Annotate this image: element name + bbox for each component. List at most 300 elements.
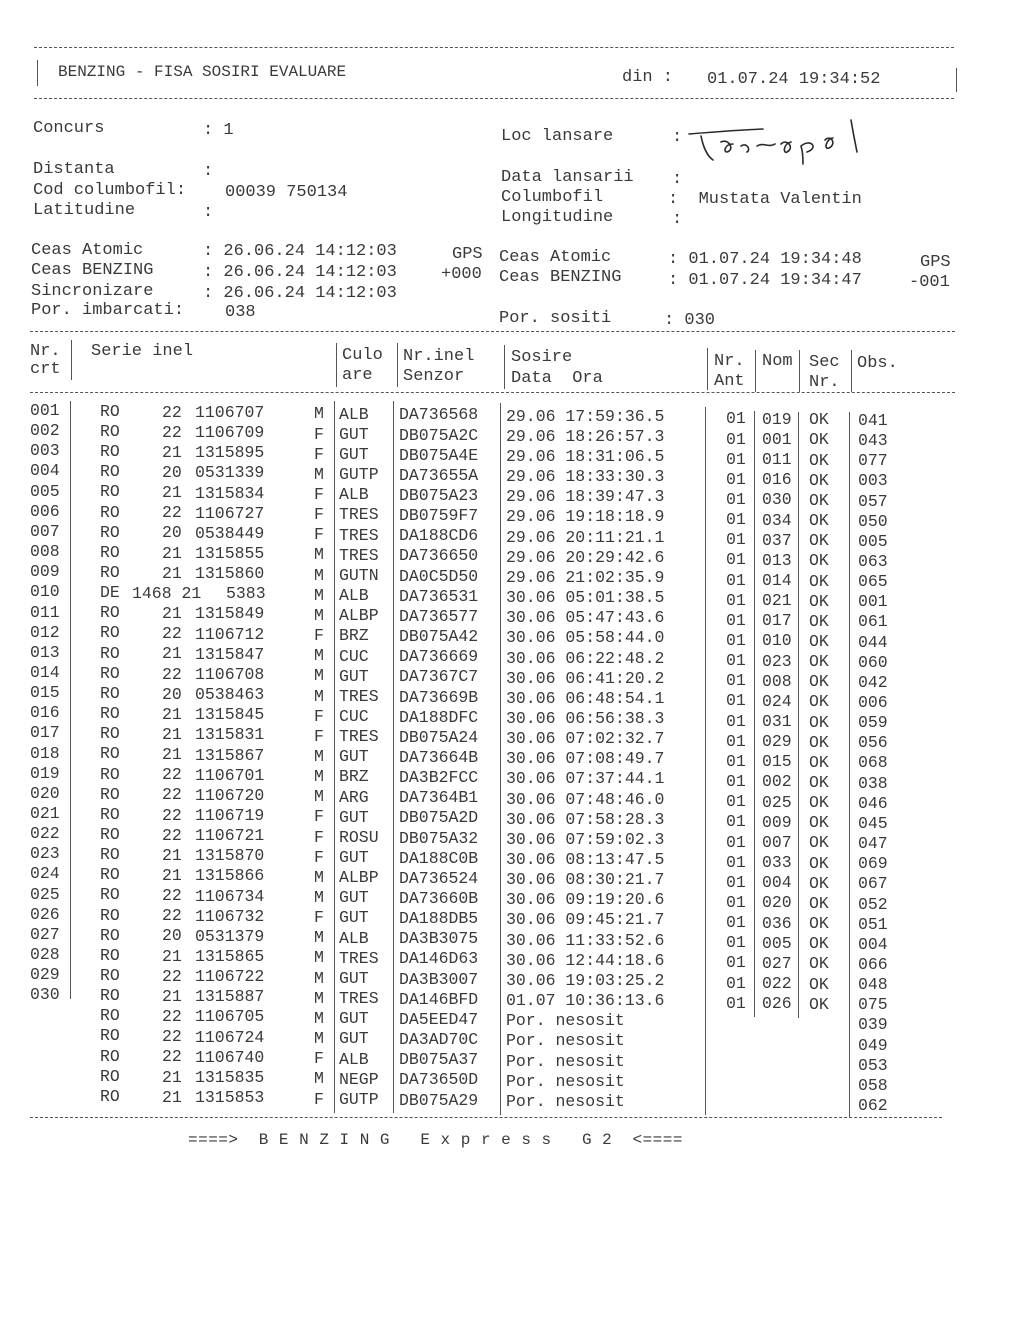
header-nr-top: Nr. (30, 342, 61, 361)
table-top-border (30, 331, 955, 332)
cell-nom: 005 (762, 933, 792, 953)
cell-nom: 033 (762, 853, 792, 873)
cell-sex: F (314, 706, 324, 726)
cell-nr: 027 (30, 924, 60, 944)
cell-nom: 037 (762, 530, 792, 550)
cell-cul: GUT (339, 424, 369, 444)
cell-inel: 1315847 (195, 644, 265, 664)
cell-inel: 0538449 (195, 523, 265, 543)
cell-an: 22 (162, 765, 182, 785)
cell-tara: RO (100, 462, 120, 482)
cell-an: 1468 21 (132, 583, 202, 603)
cell-inel: 1315895 (195, 443, 265, 463)
cell-obs: 048 (858, 975, 888, 995)
header-sec-bottom: Nr. (809, 373, 840, 392)
cell-nom: 034 (762, 510, 792, 530)
cell-ant: 01 (726, 711, 746, 731)
col-line-senzor (504, 345, 505, 389)
cell-cul: TRES (339, 686, 379, 706)
cell-tara: RO (100, 623, 120, 643)
cell-obs: 050 (858, 511, 888, 531)
clock-left-1-label: Ceas Atomic (31, 241, 144, 260)
cell-sex: M (314, 585, 324, 605)
col-line-nr-body (70, 401, 71, 999)
cell-inel: 1315887 (195, 987, 265, 1007)
cell-inel: 1315849 (195, 604, 265, 624)
cell-cul: TRES (339, 727, 379, 747)
cell-senzor: DA188C0B (399, 848, 479, 868)
cell-obs: 069 (858, 854, 888, 874)
col-line-sosire-body (705, 407, 706, 1115)
cell-sex: F (314, 1089, 324, 1109)
cell-an: 22 (162, 624, 182, 644)
cell-inel: 1106705 (195, 1007, 265, 1027)
cell-tara: RO (100, 482, 120, 502)
cell-obs: 005 (858, 531, 888, 551)
cell-sosire: 30.06 06:48:54.1 (506, 688, 665, 708)
cell-tara: RO (100, 421, 120, 441)
cell-nr: 001 (30, 401, 60, 420)
cell-inel: 1106740 (195, 1047, 265, 1067)
cell-sex: F (314, 485, 324, 504)
cell-obs: 056 (858, 733, 888, 753)
cell-nr: 017 (30, 723, 60, 743)
cell-ant: 01 (726, 973, 746, 993)
cell-nom: 004 (762, 873, 792, 893)
cell-inel: 1106727 (195, 503, 265, 523)
cell-senzor: DA7364B1 (399, 788, 479, 808)
columbofil-label: Columbofil (501, 188, 604, 207)
cell-ant: 01 (726, 852, 746, 872)
cell-sex: F (314, 505, 324, 525)
cell-sex: M (314, 988, 324, 1008)
concurs-value: : 1 (203, 121, 234, 140)
cell-sosire: 30.06 05:58:44.0 (506, 628, 665, 648)
cell-cul: GUTP (339, 465, 379, 485)
cell-ant: 01 (726, 610, 746, 630)
cell-sosire: 30.06 08:13:47.5 (506, 850, 665, 869)
cell-an: 20 (162, 463, 182, 483)
header-left-bar (37, 60, 38, 86)
cell-obs: 053 (858, 1055, 888, 1075)
cell-cul: ALB (339, 404, 369, 424)
cell-senzor: DB0759F7 (399, 506, 479, 526)
cell-ant: 01 (726, 933, 746, 953)
cell-sec: OK (809, 611, 829, 631)
cell-tara: RO (100, 986, 120, 1006)
cell-tara: RO (100, 764, 120, 784)
cell-obs: 038 (858, 773, 888, 793)
cell-an: 22 (162, 503, 182, 523)
cell-senzor: DA146D63 (399, 949, 479, 969)
cell-ant: 01 (726, 731, 746, 751)
cell-tara: RO (100, 663, 120, 683)
cell-ant: 01 (726, 993, 746, 1013)
cell-tara: RO (100, 522, 120, 542)
cell-sosire: 30.06 07:59:02.3 (506, 829, 665, 849)
cell-nr: 010 (30, 582, 60, 602)
cell-cul: GUT (339, 848, 369, 867)
cell-nom: 027 (762, 953, 792, 973)
cell-inel: 0531339 (195, 463, 265, 483)
cell-ant: 01 (726, 913, 746, 933)
cell-sex: M (314, 565, 324, 585)
cell-sex: F (314, 726, 324, 746)
cell-senzor: DA73669B (399, 687, 479, 707)
col-line-ant-body (754, 411, 755, 1017)
header-right-bar (956, 68, 957, 92)
header-nr-bottom: crt (30, 360, 61, 379)
cell-tara: RO (100, 1006, 120, 1026)
cell-inel: 1106734 (195, 886, 265, 906)
cell-inel: 1106719 (195, 805, 265, 825)
cell-sex: F (314, 444, 324, 464)
por-imbarcati-value: 038 (225, 303, 256, 322)
cell-cul: NEGP (339, 1069, 379, 1089)
cell-sex: F (314, 847, 324, 867)
cell-an: 22 (162, 1047, 182, 1067)
cell-senzor: DB075A2D (399, 808, 479, 828)
cell-inel: 1106722 (195, 967, 265, 987)
cell-nr: 013 (30, 642, 60, 662)
cell-nr: 005 (30, 481, 60, 501)
cell-an: 21 (162, 644, 182, 664)
cell-an: 21 (162, 986, 182, 1006)
clock-right-1-suffix: GPS (920, 253, 951, 272)
cell-tara: RO (100, 824, 120, 844)
loc-lansare-value: : (672, 128, 683, 147)
cell-tara: RO (100, 643, 120, 663)
cell-senzor: DA736524 (399, 868, 479, 888)
cell-an: 21 (162, 745, 182, 765)
data-lansarii-value: : (672, 170, 683, 189)
page-title: BENZING - FISA SOSIRI EVALUARE (58, 63, 347, 81)
cell-obs: 067 (858, 874, 888, 894)
cell-inel: 1106709 (195, 423, 265, 443)
header-sosire-bottom: Data Ora (511, 369, 603, 388)
cell-ant: 01 (726, 550, 746, 570)
cell-sec: OK (809, 410, 829, 430)
cell-inel: 1315867 (195, 745, 265, 765)
por-sositi-value: : 030 (664, 311, 716, 330)
cell-an: 22 (162, 805, 182, 825)
cell-ant: 01 (726, 510, 746, 530)
distanta-label: Distanta (33, 160, 115, 179)
cell-an: 21 (162, 724, 182, 744)
cell-obs: 059 (858, 713, 888, 733)
cell-an: 22 (162, 785, 182, 805)
cell-nr: 011 (30, 602, 60, 622)
cell-cul: GUTP (339, 1089, 379, 1109)
cell-ant: 01 (726, 570, 746, 590)
cell-nr: 014 (30, 662, 60, 682)
cell-sex: M (314, 787, 324, 807)
cell-obs: 075 (858, 995, 888, 1015)
cell-ant: 01 (726, 832, 746, 852)
cell-obs: 061 (858, 612, 888, 632)
cell-cul: ALBP (339, 606, 379, 626)
cell-sex: F (314, 827, 324, 847)
cell-nom: 031 (762, 712, 792, 732)
cell-nr: 024 (30, 864, 60, 884)
cell-tara: RO (100, 804, 120, 824)
cell-sosire: 30.06 06:22:48.2 (506, 648, 665, 668)
cell-ant: 01 (726, 590, 746, 610)
cell-tara: RO (100, 683, 120, 703)
cell-nr: 028 (30, 945, 60, 965)
cell-sex: M (314, 948, 324, 968)
latitudine-label: Latitudine (33, 201, 136, 220)
cell-senzor: DA188DFC (399, 707, 479, 727)
col-line-ant (755, 350, 756, 392)
cell-sex: M (314, 928, 324, 948)
cell-inel: 1315831 (195, 725, 265, 745)
cell-nr: 012 (30, 622, 60, 642)
cell-sosire: 30.06 07:37:44.1 (506, 769, 665, 789)
cell-obs: 077 (858, 451, 888, 471)
cell-sec: OK (809, 994, 829, 1014)
cell-nom: 021 (762, 591, 792, 611)
cell-sec: OK (809, 732, 829, 752)
cell-nom: 013 (762, 550, 792, 570)
date-label: din : (622, 68, 674, 87)
cell-nom: 014 (762, 570, 792, 590)
clock-left-1-value: : 26.06.24 14:12:03 (203, 242, 397, 261)
cell-senzor: DB075A2C (399, 425, 479, 445)
cell-sosire: 30.06 12:44:18.6 (506, 950, 665, 970)
cell-sec: OK (809, 773, 829, 793)
cell-an: 21 (162, 946, 182, 966)
cell-obs: 047 (858, 834, 888, 854)
cell-cul: GUT (339, 807, 369, 827)
header-sec-top: Sec (809, 353, 840, 372)
cell-nom: 036 (762, 913, 792, 933)
cell-nr: 004 (30, 461, 60, 481)
date-value: 01.07.24 19:34:52 (707, 70, 881, 89)
col-line-sec (851, 350, 852, 392)
cell-senzor: DA736531 (399, 586, 479, 606)
cell-senzor: DB075A32 (399, 828, 479, 848)
cell-ant: 01 (726, 651, 746, 671)
cell-tara: RO (100, 401, 120, 421)
cell-nr: 003 (30, 441, 60, 461)
cell-sosire: 29.06 18:39:47.3 (506, 487, 665, 507)
cell-sex: M (314, 646, 324, 666)
cell-senzor: DA73660B (399, 889, 479, 909)
cell-tara: RO (100, 885, 120, 905)
col-line-nom (799, 350, 800, 392)
cell-obs: 060 (858, 652, 888, 672)
cell-tara: RO (100, 542, 120, 562)
cod-value: 00039 750134 (225, 183, 348, 202)
cell-sec: OK (809, 450, 829, 470)
cell-senzor: DB075A23 (399, 486, 479, 506)
cell-sosire: 30.06 11:33:52.6 (506, 930, 665, 950)
cell-sec: OK (809, 873, 829, 893)
cell-sec: OK (809, 490, 829, 510)
col-line-serie-body (334, 401, 335, 1113)
cell-sex: F (314, 807, 324, 827)
cell-ant: 01 (726, 409, 746, 429)
cell-tara: RO (100, 563, 120, 583)
header-serie-inel: Serie inel (91, 342, 194, 361)
cell-nom: 008 (762, 671, 792, 691)
cell-tara: RO (100, 724, 120, 744)
clock-right-1-label: Ceas Atomic (499, 248, 612, 267)
clock-right-2-suffix: -001 (909, 273, 950, 292)
cell-sec: OK (809, 793, 829, 813)
cell-sec: OK (809, 571, 829, 591)
cell-inel: 1106712 (195, 624, 265, 644)
cell-nr: 016 (30, 703, 60, 723)
col-line-nom-body (798, 412, 799, 1018)
por-imbarcati-label: Por. imbarcati: (31, 301, 185, 320)
cell-nr: 026 (30, 904, 60, 924)
cell-nr: 023 (30, 844, 60, 864)
cell-tara: RO (100, 1046, 120, 1066)
cell-nom: 025 (762, 792, 792, 812)
longitudine-value: : (672, 210, 683, 229)
cell-an: 21 (162, 442, 182, 462)
cell-sex: M (314, 1008, 324, 1028)
cell-sec: OK (809, 511, 829, 531)
cell-senzor: DA188DB5 (399, 909, 479, 929)
cell-nr: 021 (30, 804, 60, 823)
cell-nom: 010 (762, 631, 792, 651)
cell-an: 20 (162, 523, 182, 543)
cell-cul: GUT (339, 888, 369, 908)
header-culoare-bottom: are (342, 366, 373, 385)
cell-tara: RO (100, 905, 120, 925)
cell-cul: GUT (339, 747, 369, 767)
cell-obs: 066 (858, 954, 888, 974)
cell-senzor: DA3B3075 (399, 929, 479, 949)
cell-an: 21 (162, 563, 182, 583)
cell-ant: 01 (726, 489, 746, 509)
cell-senzor: DB075A42 (399, 627, 479, 647)
cell-obs: 043 (858, 431, 888, 451)
cell-sosire: 29.06 18:26:57.3 (506, 426, 665, 446)
cell-sex: M (314, 746, 324, 766)
cell-inel: 0531379 (195, 926, 265, 946)
cell-nr: 019 (30, 763, 60, 783)
cell-sosire: 30.06 07:02:32.7 (506, 729, 665, 749)
cell-inel: 1106724 (195, 1027, 265, 1047)
longitudine-label: Longitudine (501, 208, 614, 227)
cell-sosire: Por. nesosit (506, 1071, 625, 1091)
cell-tara: DE (100, 583, 120, 603)
cell-inel: 1106701 (195, 765, 265, 785)
cell-sosire: 29.06 20:11:21.1 (506, 527, 665, 547)
clock-right-2-label: Ceas BENZING (499, 268, 622, 287)
cell-inel: 1315853 (195, 1088, 265, 1108)
concurs-label: Concurs (33, 119, 105, 138)
cell-sosire: 30.06 09:19:20.6 (506, 890, 665, 910)
cell-cul: ROSU (339, 827, 379, 847)
cell-inel: 0538463 (195, 685, 265, 705)
cell-nr: 009 (30, 562, 60, 582)
col-line-sec-body (849, 412, 850, 1118)
cell-an: 22 (162, 886, 182, 906)
cell-tara: RO (100, 966, 120, 986)
cell-sex: F (314, 525, 324, 545)
cell-sosire: 30.06 05:47:43.6 (506, 608, 665, 628)
cell-cul: TRES (339, 505, 379, 525)
cell-obs: 049 (858, 1035, 888, 1055)
cell-nom: 030 (762, 490, 792, 510)
cell-cul: ALB (339, 586, 369, 606)
cell-senzor: DB075A37 (399, 1050, 479, 1070)
cell-sex: M (314, 686, 324, 706)
cell-cul: TRES (339, 525, 379, 545)
cell-obs: 041 (858, 410, 888, 430)
cell-senzor: DB075A4E (399, 445, 479, 465)
cell-nom: 011 (762, 450, 792, 470)
columbofil-value: : Mustata Valentin (668, 190, 862, 209)
cell-obs: 065 (858, 572, 888, 592)
cell-senzor: DA188CD6 (399, 526, 479, 546)
cell-inel: 1315866 (195, 866, 265, 886)
cell-sosire: 29.06 18:33:30.3 (506, 467, 665, 487)
cell-sex: M (314, 888, 324, 907)
clock-left-2-value: : 26.06.24 14:12:03 (203, 263, 397, 282)
header-bottom-border (34, 98, 954, 99)
cell-sex: M (314, 605, 324, 625)
clock-left-1-suffix: GPS (452, 245, 483, 264)
cell-nom: 022 (762, 973, 792, 993)
cell-sex: M (314, 404, 324, 424)
cell-obs: 046 (858, 793, 888, 813)
cell-cul: BRZ (339, 626, 369, 646)
cell-ant: 01 (726, 671, 746, 691)
table-header-separator (30, 392, 955, 393)
cell-tara: RO (100, 442, 120, 462)
cell-sec: OK (809, 934, 829, 954)
cell-sosire: 29.06 20:29:42.6 (506, 547, 665, 567)
cell-sosire: 29.06 19:18:18.9 (506, 507, 665, 527)
cell-senzor: DA3B2FCC (399, 768, 479, 788)
cell-tara: RO (100, 865, 120, 885)
latitudine-value: : (203, 203, 214, 222)
cell-nom: 019 (762, 409, 792, 429)
cell-sosire: Por. nesosit (506, 1091, 625, 1111)
cell-sosire: 30.06 07:48:46.0 (506, 789, 665, 809)
cell-an: 21 (162, 866, 182, 886)
footer-banner: ====> B E N Z I N G E x p r e s s G 2 <==== (188, 1131, 683, 1149)
loc-lansare-label: Loc lansare (501, 127, 614, 146)
distanta-value: : (203, 162, 214, 181)
cell-cul: TRES (339, 545, 379, 565)
cell-sex: M (314, 1069, 324, 1089)
cell-sec: OK (809, 752, 829, 772)
cell-inel: 1315870 (195, 846, 265, 866)
cell-inel: 5383 (226, 584, 266, 604)
clock-left-3-label: Sincronizare (31, 282, 154, 301)
cell-cul: CUC (339, 646, 369, 666)
cell-ant: 01 (726, 872, 746, 892)
cell-sec: OK (809, 813, 829, 833)
cell-inel: 1106721 (195, 826, 265, 846)
cell-nom: 029 (762, 732, 792, 752)
cell-an: 21 (162, 483, 182, 503)
cell-tara: RO (100, 945, 120, 965)
cell-inel: 1315835 (195, 1067, 265, 1087)
col-line-senzor-body (500, 403, 501, 1115)
cell-sosire: 30.06 08:30:21.7 (506, 870, 665, 890)
cell-an: 22 (162, 422, 182, 442)
cell-senzor: DA73655A (399, 465, 479, 485)
cell-nom: 023 (762, 651, 792, 671)
